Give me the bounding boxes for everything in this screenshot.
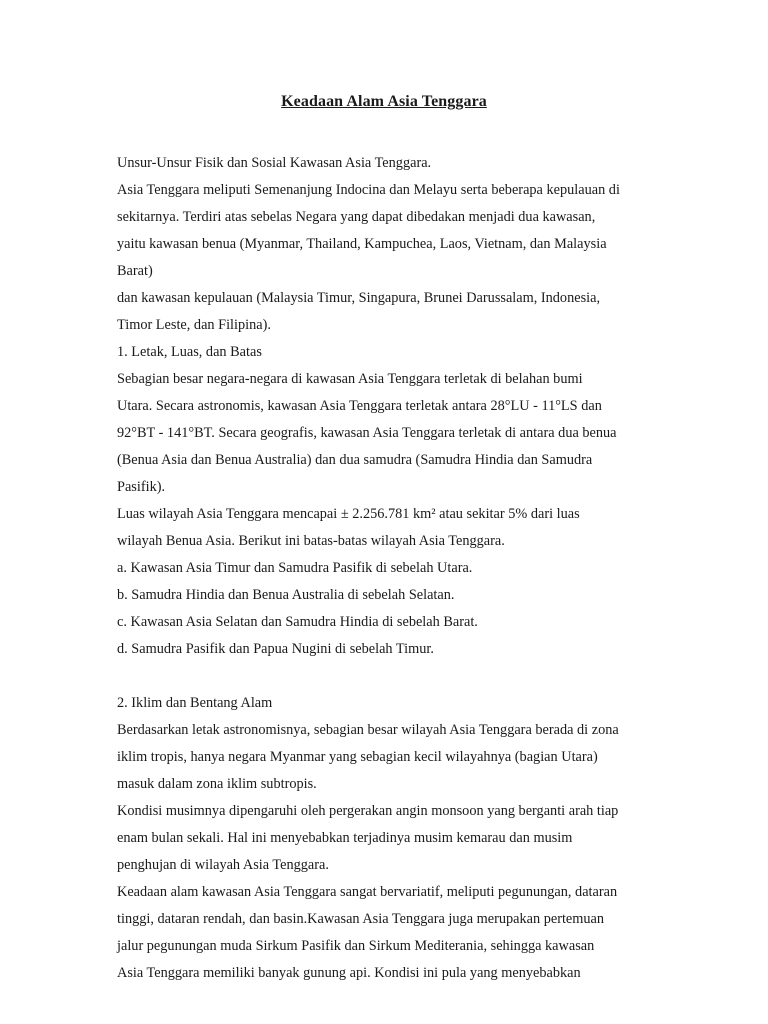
document-title: Keadaan Alam Asia Tenggara: [281, 93, 487, 110]
text-line: Pasifik).: [117, 479, 166, 495]
text-line: Berdasarkan letak astronomisnya, sebagian besar wilayah Asia Tenggara berada di zona: [117, 722, 619, 738]
text-line: yaitu kawasan benua (Myanmar, Thailand, Kampuchea, Laos, Vietnam, dan Malaysia: [117, 236, 607, 252]
text-line: Luas wilayah Asia Tenggara mencapai ± 2.256.781 km² atau sekitar 5% dari luas: [117, 506, 580, 522]
text-line: a. Kawasan Asia Timur dan Samudra Pasifik di sebelah Utara.: [117, 560, 473, 576]
text-line: Barat): [117, 263, 153, 279]
text-line: Timor Leste, dan Filipina).: [117, 317, 271, 333]
text-line: Asia Tenggara memiliki banyak gunung api. Kondisi ini pula yang menyebabkan: [117, 965, 581, 981]
text-line: Kondisi musimnya dipengaruhi oleh pergerakan angin monsoon yang berganti arah tiap: [117, 803, 619, 819]
text-line: b. Samudra Hindia dan Benua Australia di sebelah Selatan.: [117, 587, 455, 603]
text-line: sekitarnya. Terdiri atas sebelas Negara yang dapat dibedakan menjadi dua kawasan,: [117, 209, 596, 225]
document-body: [117, 153, 647, 990]
text-line: c. Kawasan Asia Selatan dan Samudra Hindia di sebelah Barat.: [117, 614, 478, 630]
blank-line: [117, 666, 647, 693]
text-line: penghujan di wilayah Asia Tenggara.: [117, 857, 329, 873]
text-line: dan kawasan kepulauan (Malaysia Timur, Singapura, Brunei Darussalam, Indonesia,: [117, 290, 601, 306]
text-line: tinggi, dataran rendah, dan basin.Kawasan Asia Tenggara juga merupakan pertemuan: [117, 911, 605, 927]
text-line: 92°BT - 141°BT. Secara geografis, kawasan Asia Tenggara terletak di antara dua benua: [117, 425, 617, 441]
text-line: 2. Iklim dan Bentang Alam: [117, 695, 273, 711]
text-line: d. Samudra Pasifik dan Papua Nugini di sebelah Timur.: [117, 641, 434, 657]
text-line: masuk dalam zona iklim subtropis.: [117, 776, 317, 792]
text-line: wilayah Benua Asia. Berikut ini batas-batas wilayah Asia Tenggara.: [117, 533, 505, 549]
text-line: Unsur-Unsur Fisik dan Sosial Kawasan Asia Tenggara.: [117, 155, 432, 171]
text-line: jalur pegunungan muda Sirkum Pasifik dan Sirkum Mediterania, sehingga kawasan: [117, 938, 595, 954]
text-line: enam bulan sekali. Hal ini menyebabkan terjadinya musim kemarau dan musim: [117, 830, 573, 846]
text-line: Keadaan alam kawasan Asia Tenggara sangat bervariatif, meliputi pegunungan, dataran: [117, 884, 618, 900]
text-line: 1. Letak, Luas, dan Batas: [117, 344, 262, 360]
text-line: Asia Tenggara meliputi Semenanjung Indocina dan Melayu serta beberapa kepulauan di: [117, 182, 620, 198]
text-line: iklim tropis, hanya negara Myanmar yang sebagian kecil wilayahnya (bagian Utara): [117, 749, 598, 765]
text-line: Utara. Secara astronomis, kawasan Asia Tenggara terletak antara 28°LU - 11°LS dan: [117, 398, 602, 414]
text-line: (Benua Asia dan Benua Australia) dan dua samudra (Samudra Hindia dan Samudra: [117, 452, 593, 468]
text-line: Sebagian besar negara-negara di kawasan Asia Tenggara terletak di belahan bumi: [117, 371, 583, 387]
